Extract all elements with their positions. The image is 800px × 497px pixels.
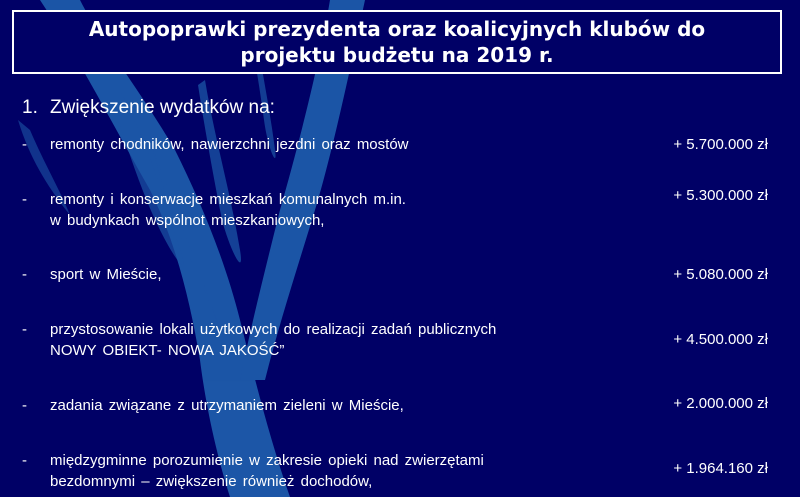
list-bullet: - xyxy=(22,136,27,153)
item-description-line: NOWY OBIEKT- NOWA JAKOŚĆ” xyxy=(50,342,285,359)
item-description xyxy=(50,134,610,155)
item-description-line: przystosowanie lokali użytkowych do realizacji zadań publicznych xyxy=(50,321,497,338)
item-description-line: w budynkach wspólnot mieszkaniowych, xyxy=(50,212,325,229)
item-description xyxy=(50,189,610,231)
item-description xyxy=(50,264,610,285)
item-description xyxy=(50,319,610,361)
item-description-line: remonty chodników, nawierzchni jezdni oraz mostów xyxy=(50,136,409,153)
title-box xyxy=(12,10,782,74)
list-bullet: - xyxy=(22,397,27,414)
list-bullet: - xyxy=(22,191,27,208)
item-description xyxy=(50,395,610,416)
slide-title-line-1: Autopoprawki prezydenta oraz koalicyjnych klubów do xyxy=(88,17,706,41)
item-amount: + 5.700.000 zł xyxy=(673,136,768,153)
section-number: 1. xyxy=(22,97,38,118)
item-description-line: remonty i konserwacje mieszkań komunalnych m.in. xyxy=(50,191,406,208)
item-amount: + 5.080.000 zł xyxy=(673,266,768,283)
slide-title xyxy=(37,16,757,68)
slide-title-line-2: projektu budżetu na 2019 r. xyxy=(240,43,554,67)
section-heading xyxy=(22,97,275,119)
item-description-line: zadania związane z utrzymaniem zieleni w Mieście, xyxy=(50,397,404,414)
item-description-line: międzygminne porozumienie w zakresie opieki nad zwierzętami xyxy=(50,452,484,469)
item-amount: + 5.300.000 zł xyxy=(673,187,768,204)
item-description-line: sport w Mieście, xyxy=(50,266,162,283)
item-description xyxy=(50,450,610,492)
item-description-line: bezdomnymi – zwiększenie również dochodów, xyxy=(50,473,373,490)
list-bullet: - xyxy=(22,321,27,338)
section-heading-text: Zwiększenie wydatków na: xyxy=(50,97,275,118)
item-amount: + 4.500.000 zł xyxy=(673,331,768,348)
list-bullet: - xyxy=(22,452,27,469)
item-amount: + 2.000.000 zł xyxy=(673,395,768,412)
list-bullet: - xyxy=(22,266,27,283)
item-amount: + 1.964.160 zł xyxy=(673,460,768,477)
